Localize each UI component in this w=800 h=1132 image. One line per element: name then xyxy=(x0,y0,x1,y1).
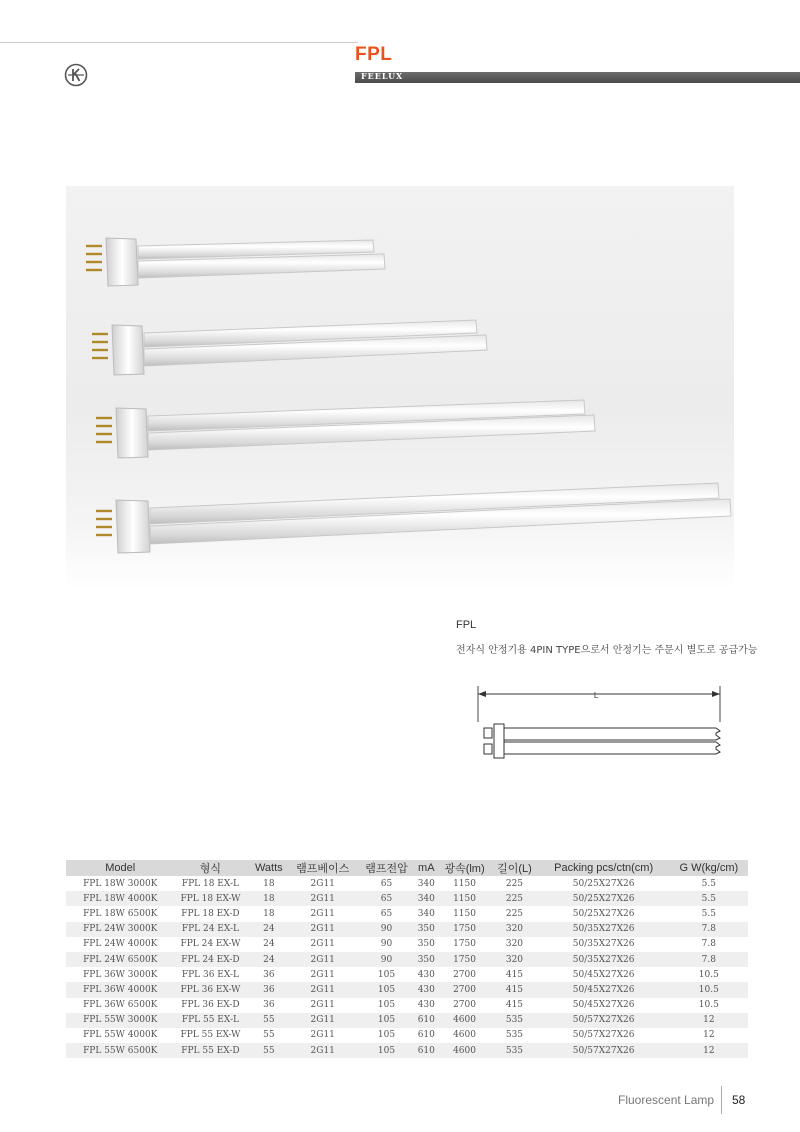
table-header-row xyxy=(66,860,748,876)
table-cell: FPL 24 EX-W xyxy=(180,939,241,950)
table-cell: 1750 xyxy=(438,922,492,937)
table-cell: FPL 55 EX-L xyxy=(170,1013,250,1028)
col-packing: Packing pcs/ctn(cm) xyxy=(538,860,670,876)
table-cell: FPL 36 EX-W xyxy=(170,982,250,997)
table-cell: 105 xyxy=(377,969,396,980)
table-cell: 24 xyxy=(250,922,287,937)
table-cell: 340 xyxy=(415,891,438,906)
lamp-36w xyxy=(96,400,595,458)
table-cell: 535 xyxy=(505,1030,524,1041)
table-cell: FPL 24W 3000K xyxy=(66,922,170,937)
table-cell: 2G11 xyxy=(310,1030,335,1041)
table-cell: 2G11 xyxy=(310,939,335,950)
table-cell: FPL 18 EX-L xyxy=(181,878,239,889)
table-row xyxy=(66,906,748,921)
table-row xyxy=(66,937,748,952)
table-cell: 610 xyxy=(415,1013,438,1028)
table-row xyxy=(66,998,748,1013)
table-cell: 12 xyxy=(703,1030,715,1041)
brand-bar xyxy=(355,72,800,83)
footer-section-label: Fluorescent Lamp xyxy=(618,1093,715,1107)
table-row xyxy=(66,982,748,997)
table-cell: 18 xyxy=(263,878,275,889)
table-cell: 50/35X27X26 xyxy=(572,939,635,950)
table-cell: 50/45X27X26 xyxy=(538,982,670,997)
table-cell: 50/25X27X26 xyxy=(572,908,635,919)
table-cell: 105 xyxy=(358,1043,415,1058)
table-cell: FPL 18W 4000K xyxy=(66,891,170,906)
table-cell: 4600 xyxy=(438,1043,492,1058)
table-cell: 10.5 xyxy=(698,969,719,980)
table-cell: 10.5 xyxy=(698,1000,719,1011)
table-cell: 7.8 xyxy=(670,952,748,967)
col-lamp-base: 램프베이스 xyxy=(287,860,358,876)
table-cell: 55 xyxy=(263,1030,275,1041)
page-title: FPL xyxy=(355,44,393,65)
table-cell: 320 xyxy=(491,952,537,967)
product-photo xyxy=(66,186,734,590)
table-cell: 1750 xyxy=(438,952,492,967)
footer-divider xyxy=(721,1086,722,1114)
product-description: 전자식 안정기용 4PIN TYPE으로서 안정기는 주문시 별도로 공급가능 xyxy=(456,645,758,656)
table-cell: 12 xyxy=(670,1013,748,1028)
table-cell: 90 xyxy=(380,939,393,950)
table-cell: FPL 36 EX-L xyxy=(181,969,239,980)
table-cell: 36 xyxy=(263,969,275,980)
table-cell: 12 xyxy=(670,1043,748,1058)
header-rule xyxy=(0,42,358,43)
table-cell: 24 xyxy=(250,952,287,967)
table-cell: 320 xyxy=(491,922,537,937)
table-cell: 5.5 xyxy=(701,878,716,889)
lamp-illustration xyxy=(66,186,734,590)
table-cell: 225 xyxy=(491,891,537,906)
table-cell: 340 xyxy=(417,908,435,919)
lamp-24w xyxy=(92,320,487,375)
table-cell: 4600 xyxy=(438,1013,492,1028)
table-cell: FPL 24W 6500K xyxy=(66,952,170,967)
table-cell: 2700 xyxy=(438,982,492,997)
table-cell: 36 xyxy=(250,982,287,997)
table-cell: 2700 xyxy=(453,969,476,980)
table-cell: FPL 24 EX-L xyxy=(170,922,250,937)
table-cell: 415 xyxy=(505,969,524,980)
table-cell: FPL 18 EX-D xyxy=(181,908,240,919)
table-cell: 105 xyxy=(358,1013,415,1028)
table-cell: 1150 xyxy=(438,891,492,906)
table-cell: 90 xyxy=(358,952,415,967)
table-cell: 105 xyxy=(377,1000,396,1011)
col-lamp-voltage: 램프전압 xyxy=(358,860,415,876)
table-cell: 50/45X27X26 xyxy=(572,969,635,980)
col-length: 길이(L) xyxy=(491,860,537,876)
brand-name: FEELUX xyxy=(361,71,404,81)
table-cell: FPL 55W 6500K xyxy=(66,1043,170,1058)
table-row xyxy=(66,1028,748,1043)
table-cell: 105 xyxy=(358,982,415,997)
table-cell: 50/57X27X26 xyxy=(572,1030,635,1041)
table-row xyxy=(66,1043,748,1058)
table-cell: 2G11 xyxy=(310,878,335,889)
table-cell: 105 xyxy=(377,1030,396,1041)
spec-table-body xyxy=(66,876,748,1058)
dimension-label: L xyxy=(593,691,599,700)
table-cell: 320 xyxy=(505,939,524,950)
table-cell: 1750 xyxy=(453,939,476,950)
table-cell: 36 xyxy=(263,1000,275,1011)
col-lumen: 광속(lm) xyxy=(438,860,492,876)
table-cell: 415 xyxy=(505,1000,524,1011)
table-cell: 350 xyxy=(415,952,438,967)
table-cell: FPL 24W 4000K xyxy=(83,939,158,950)
table-cell: 5.5 xyxy=(701,908,716,919)
ks-certification-icon xyxy=(64,63,88,87)
table-cell: 2G11 xyxy=(287,1043,358,1058)
table-cell: 18 xyxy=(250,891,287,906)
table-cell: FPL 55 EX-D xyxy=(170,1043,250,1058)
table-cell: 430 xyxy=(417,969,435,980)
table-cell: 430 xyxy=(415,982,438,997)
table-row xyxy=(66,967,748,982)
table-cell: 55 xyxy=(250,1043,287,1058)
table-cell: 65 xyxy=(380,878,393,889)
table-cell: 50/35X27X26 xyxy=(538,952,670,967)
lamp-55w xyxy=(96,483,731,553)
col-type: 형식 xyxy=(170,860,250,876)
table-cell: 4600 xyxy=(453,1030,476,1041)
product-name: FPL xyxy=(456,619,477,631)
spec-table xyxy=(66,860,748,1058)
table-cell: 55 xyxy=(250,1013,287,1028)
table-cell: FPL 36 EX-D xyxy=(181,1000,240,1011)
table-cell: 430 xyxy=(417,1000,435,1011)
table-cell: FPL 24 EX-D xyxy=(170,952,250,967)
table-cell: 10.5 xyxy=(670,982,748,997)
table-cell: 2G11 xyxy=(310,908,335,919)
table-cell: 610 xyxy=(415,1043,438,1058)
table-cell: 2G11 xyxy=(287,891,358,906)
table-cell: 2G11 xyxy=(310,969,335,980)
table-cell: 24 xyxy=(263,939,275,950)
table-cell: 535 xyxy=(491,1013,537,1028)
col-ma: mA xyxy=(415,860,438,876)
table-cell: FPL 18 EX-W xyxy=(170,891,250,906)
table-row xyxy=(66,891,748,906)
table-cell: FPL 55 EX-W xyxy=(180,1030,241,1041)
table-cell: 1150 xyxy=(453,908,476,919)
table-cell: 415 xyxy=(491,982,537,997)
table-cell: FPL 18W 6500K xyxy=(83,908,158,919)
table-row xyxy=(66,952,748,967)
table-cell: FPL 55W 4000K xyxy=(83,1030,158,1041)
table-cell: 50/25X27X26 xyxy=(572,878,635,889)
table-row xyxy=(66,922,748,937)
col-gross-weight: G W(kg/cm) xyxy=(670,860,748,876)
table-cell: 7.8 xyxy=(670,922,748,937)
table-cell: 50/57X27X26 xyxy=(538,1043,670,1058)
table-cell: 535 xyxy=(491,1043,537,1058)
table-row xyxy=(66,1013,748,1028)
table-cell: 2G11 xyxy=(287,1013,358,1028)
table-cell: 65 xyxy=(358,891,415,906)
table-cell: 350 xyxy=(417,939,435,950)
table-cell: 50/35X27X26 xyxy=(538,922,670,937)
table-cell: 90 xyxy=(358,922,415,937)
table-cell: FPL 36W 6500K xyxy=(83,1000,158,1011)
table-cell: 610 xyxy=(417,1030,435,1041)
table-cell: 5.5 xyxy=(670,891,748,906)
table-cell: 350 xyxy=(415,922,438,937)
table-cell: 65 xyxy=(380,908,393,919)
table-cell: 2G11 xyxy=(287,922,358,937)
dimension-drawing xyxy=(468,682,738,772)
col-model: Model xyxy=(66,860,170,876)
page-number: 58 xyxy=(732,1093,746,1107)
table-cell: FPL 36W 4000K xyxy=(66,982,170,997)
table-cell: FPL 36W 3000K xyxy=(83,969,158,980)
table-cell: 340 xyxy=(417,878,435,889)
table-cell: 1150 xyxy=(453,878,476,889)
table-cell: FPL 18W 3000K xyxy=(83,878,158,889)
table-cell: 50/45X27X26 xyxy=(572,1000,635,1011)
table-cell: 7.8 xyxy=(701,939,716,950)
table-cell: 50/25X27X26 xyxy=(538,891,670,906)
table-cell: 50/57X27X26 xyxy=(538,1013,670,1028)
table-cell: 18 xyxy=(263,908,275,919)
col-watts: Watts xyxy=(250,860,287,876)
table-row xyxy=(66,876,748,891)
lamp-18w xyxy=(86,238,385,286)
table-cell: 2G11 xyxy=(287,952,358,967)
table-cell: 2G11 xyxy=(287,982,358,997)
table-cell: 2G11 xyxy=(310,1000,335,1011)
table-cell: 225 xyxy=(505,908,524,919)
table-cell: 2700 xyxy=(453,1000,476,1011)
table-cell: FPL 55W 3000K xyxy=(66,1013,170,1028)
table-cell: 225 xyxy=(505,878,524,889)
